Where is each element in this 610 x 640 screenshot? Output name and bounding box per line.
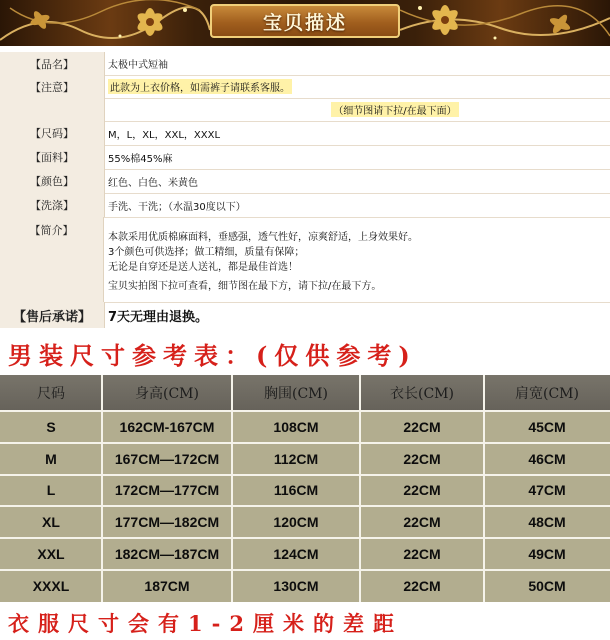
table-row-divider xyxy=(0,410,610,412)
table-cell: 22CM xyxy=(403,450,441,467)
table-cell: 130CM xyxy=(273,577,319,594)
table-cell: 167CM—172CM xyxy=(114,450,220,467)
table-header-cell: 尺码 xyxy=(37,386,65,402)
table-cell: 116CM xyxy=(273,482,319,499)
table-cell: 22CM xyxy=(403,418,441,435)
table-row-divider xyxy=(0,537,610,539)
table-cell: 112CM xyxy=(273,450,319,467)
info-label: 【尺码】 xyxy=(0,121,105,145)
table-cell: 47CM xyxy=(528,482,566,499)
table-cell: 177CM—182CM xyxy=(114,514,220,531)
info-label: 【洗涤】 xyxy=(0,193,105,217)
table-header-cell: 胸围(CM) xyxy=(264,386,328,402)
table-cell: 182CM—187CM xyxy=(114,546,220,563)
info-row-fabric xyxy=(0,145,610,170)
description-line: 宝贝实拍图下拉可查看，细节图在最下方，请下拉/在最下方。 xyxy=(108,281,382,292)
info-value: 红色、白色、米黄色 xyxy=(108,177,198,189)
description-banner xyxy=(0,0,610,46)
table-row-divider xyxy=(0,569,610,571)
info-row-name xyxy=(0,52,610,76)
table-header-cell: 衣长(CM) xyxy=(390,386,454,402)
info-row-washing xyxy=(0,193,610,218)
table-header-cell: 肩宽(CM) xyxy=(515,386,579,402)
description-line: 3个颜色可供选择；做工精细，质量有保障； xyxy=(108,247,305,258)
right-floral-ornament-icon xyxy=(400,0,610,46)
description-line: 无论是自穿还是送人送礼，都是最佳首选！ xyxy=(108,262,298,273)
after-sale-label: 【售后承诺】 xyxy=(0,302,105,328)
info-row-after-sale xyxy=(0,302,610,328)
size-table-title: 男装尺寸参考表：(仅供参考) xyxy=(8,341,417,370)
info-label-empty xyxy=(0,98,105,121)
description-text xyxy=(108,230,418,294)
table-cell: 187CM xyxy=(144,577,190,594)
table-cell: M xyxy=(45,450,57,467)
table-cell: 46CM xyxy=(528,450,566,467)
description-line: 本款采用优质棉麻面料，垂感强，透气性好，凉爽舒适，上身效果好。 xyxy=(108,232,418,243)
table-cell: 48CM xyxy=(528,514,566,531)
info-label: 【面料】 xyxy=(0,145,105,169)
info-label: 【注意】 xyxy=(0,75,105,98)
table-cell: 22CM xyxy=(403,546,441,563)
info-label: 【颜色】 xyxy=(0,169,105,193)
info-value: 太极中式短袖 xyxy=(108,60,168,71)
after-sale-value: 7天无理由退换。 xyxy=(108,309,209,325)
info-value-wrap xyxy=(108,98,602,121)
table-cell: 49CM xyxy=(528,546,566,563)
table-cell: 162CM-167CM xyxy=(119,418,215,435)
table-cell: XL xyxy=(42,514,60,531)
info-label: 【品名】 xyxy=(0,52,105,75)
table-cell: 50CM xyxy=(528,577,566,594)
table-cell: 172CM—177CM xyxy=(114,482,220,499)
info-row-description xyxy=(0,217,610,303)
info-row-sizes xyxy=(0,121,610,146)
info-row-detail-hint xyxy=(0,98,610,122)
info-label: 【简介】 xyxy=(0,217,104,302)
table-cell: L xyxy=(46,482,56,499)
table-cell: 22CM xyxy=(403,482,441,499)
size-table xyxy=(0,375,610,602)
info-value-highlight: 此款为上衣价格，如需裤子请联系客服。 xyxy=(108,79,292,94)
banner-title: 宝贝描述 xyxy=(210,4,400,38)
table-cell: 22CM xyxy=(403,577,441,594)
table-cell: 120CM xyxy=(273,514,319,531)
info-value: 55%棉45%麻 xyxy=(108,153,173,165)
info-value: M，L，XL，XXL，XXXL xyxy=(108,129,221,141)
size-difference-note: 衣服尺寸会有1-2厘米的差距 xyxy=(8,611,403,636)
table-cell: 124CM xyxy=(273,546,319,563)
detail-hint-text: （细节图请下拉/在最下面） xyxy=(331,102,458,117)
info-value: 手洗、干洗；（水温30度以下） xyxy=(108,201,246,213)
table-row-divider xyxy=(0,474,610,476)
table-row-divider xyxy=(0,442,610,444)
info-row-notice xyxy=(0,75,610,99)
table-cell: 45CM xyxy=(528,418,566,435)
table-header-cell: 身高(CM) xyxy=(135,386,199,402)
table-cell: XXL xyxy=(37,546,65,563)
table-row-divider xyxy=(0,505,610,507)
left-floral-ornament-icon xyxy=(0,0,210,46)
table-cell: 108CM xyxy=(273,418,319,435)
info-row-color xyxy=(0,169,610,194)
info-value-wrap xyxy=(108,75,602,98)
table-cell: XXXL xyxy=(32,577,70,594)
table-cell: 22CM xyxy=(403,514,441,531)
table-cell: S xyxy=(46,418,56,435)
